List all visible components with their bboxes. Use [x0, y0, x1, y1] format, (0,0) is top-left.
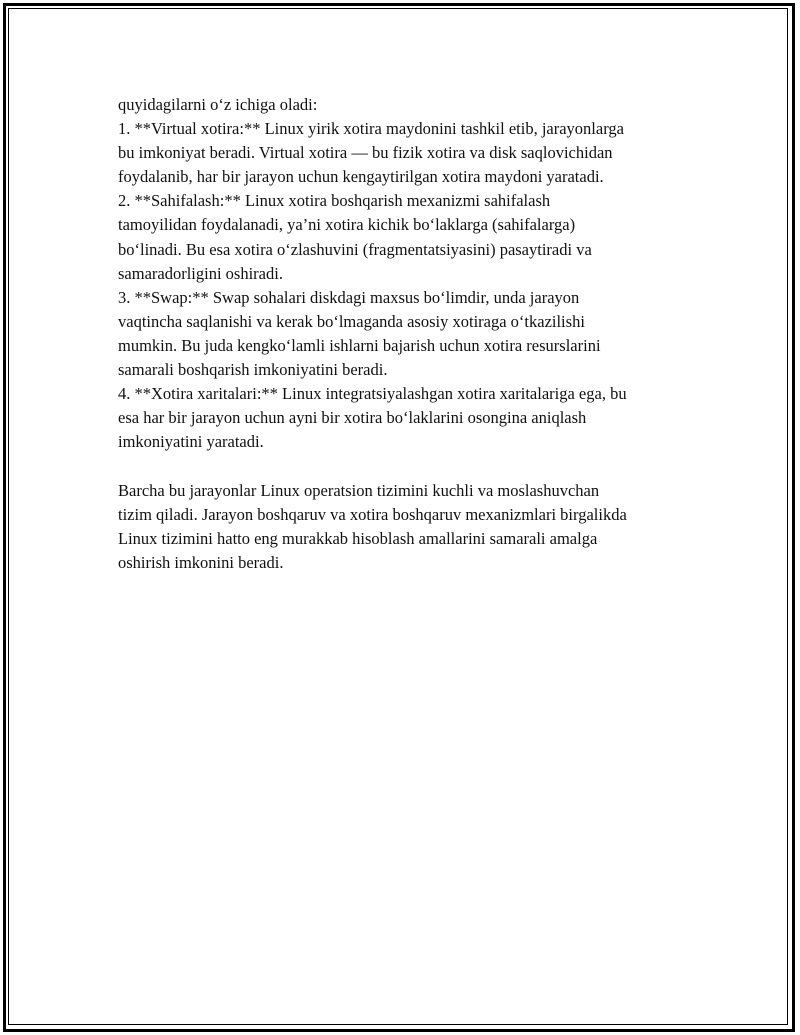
- text-line: foydalanib, har bir jarayon uchun kengaytirilgan xotira maydoni yaratadi.: [118, 167, 604, 187]
- list-item-virtual-memory: 1. **Virtual xotira:** Linux yirik xotira maydonini tashkil etib, jarayonlarga: [118, 119, 624, 139]
- text-line: bu imkoniyat beradi. Virtual xotira — bu fizik xotira va disk saqlovichidan: [118, 143, 613, 163]
- text-line: bo‘linadi. Bu esa xotira o‘zlashuvini (fragmentatsiyasini) pasaytiradi va: [118, 239, 592, 259]
- text-line: samarali boshqarish imkoniyatini beradi.: [118, 360, 388, 380]
- text-line: tamoyilidan foydalanadi, ya’ni xotira kichik bo‘laklarga (sahifalarga): [118, 215, 576, 235]
- document-body: [118, 93, 698, 575]
- text-line: samaradorligini oshiradi.: [118, 263, 283, 283]
- text-line: Linux tizimini hatto eng murakkab hisoblash amallarini samarali amalga: [118, 528, 598, 548]
- text-line: mumkin. Bu juda kengko‘lamli ishlarni bajarish uchun xotira resurslarini: [118, 335, 601, 355]
- text-line: quyidagilarni o‘z ichiga oladi:: [118, 95, 318, 114]
- text-line: imkoniyatini yaratadi.: [118, 432, 264, 452]
- list-item-swap: 3. **Swap:** Swap sohalari diskdagi maxsus bo‘limdir, unda jarayon: [118, 287, 580, 307]
- list-item-paging: 2. **Sahifalash:** Linux xotira boshqarish mexanizmi sahifalash: [118, 191, 551, 211]
- text-line: tizim qiladi. Jarayon boshqaruv va xotira boshqaruv mexanizmlari birgalikda: [118, 504, 627, 524]
- paragraph-gap: [118, 454, 698, 478]
- text-line: esa har bir jarayon uchun ayni bir xotira bo‘laklarini osongina aniqlash: [118, 408, 587, 428]
- text-line: vaqtincha saqlanishi va kerak bo‘lmaganda asosiy xotiraga o‘tkazilishi: [118, 311, 585, 331]
- list-item-memory-maps: 4. **Xotira xaritalari:** Linux integratsiyalashgan xotira xaritalariga ega, bu: [118, 384, 627, 404]
- conclusion-line: Barcha bu jarayonlar Linux operatsion tizimini kuchli va moslashuvchan: [118, 480, 600, 500]
- text-line: oshirish imkonini beradi.: [118, 552, 284, 572]
